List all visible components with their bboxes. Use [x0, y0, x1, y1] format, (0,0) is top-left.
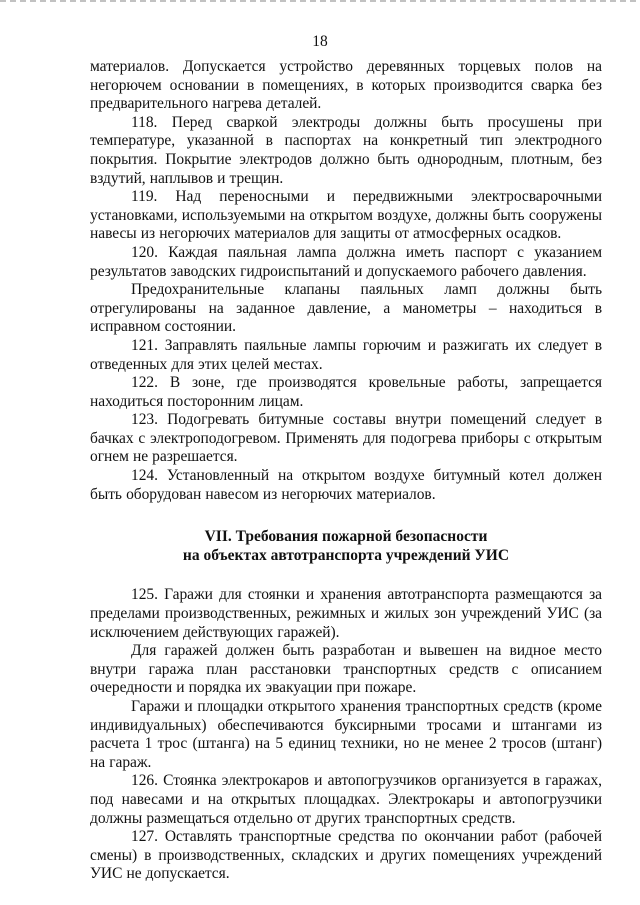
- paragraph-121: 121. Заправлять паяльные лампы горючим и разжигать их следует в отведенных для этих целей местах.: [90, 336, 602, 373]
- paragraph-127: 127. Оставлять транспортные средства по окончании работ (рабочей смены) в производственных, складских и других помещениях учреждений УИС не допускается.: [90, 828, 602, 883]
- section-heading-line-1: VII. Требования пожарной безопасности: [204, 528, 488, 546]
- section-gap: [90, 565, 602, 586]
- paragraph-123: 123. Подогревать битумные составы внутри помещений следует в бачках с электроподогревом. Применять для подогрева приборы с открытым огнем не разрешается.: [90, 411, 602, 466]
- section-heading-line-2: на объектах автотранспорта учреждений УИС: [182, 546, 510, 564]
- paragraph-124: 124. Установленный на открытом воздухе битумный котел должен быть оборудован навесом из негорючих материалов.: [90, 467, 602, 503]
- paragraph-122: 122. В зоне, где производятся кровельные работы, запрещается находиться посторонним лицам.: [90, 374, 602, 410]
- page-content: [90, 58, 602, 884]
- section-heading: [90, 528, 602, 565]
- paragraph-125: 125. Гаражи для стоянки и хранения автотранспорта размещаются за пределами производственных, режимных и жилых зон учреждений УИС (за исключением действующих гаражей).: [90, 586, 602, 641]
- paragraph-126: 126. Стоянка электрокаров и автопогрузчиков организуется в гаражах, под навесами и на открытых площадках. Электрокары и автопогрузчики должны размещаться отдельно от других транспортных средств.: [90, 772, 602, 827]
- paragraph-125-plan: Для гаражей должен быть разработан и вывешен на видное место внутри гаража план расстановки транспортных средств с описанием очередности и порядка их эвакуации при пожаре.: [90, 642, 602, 697]
- paragraph-117-continuation: материалов. Допускается устройство деревянных торцевых полов на негорючем основании в помещениях, в которых производится сварка без предварительного нагрева деталей.: [90, 58, 602, 113]
- paragraph-125-towing: Гаражи и площадки открытого хранения транспортных средств (кроме индивидуальных) обеспечиваются буксирными тросами и штангами из расчета 1 трос (штанга) на 5 единиц техники, но не менее 2 тросов (штанг) на гараж.: [90, 698, 602, 771]
- page-number: 18: [312, 33, 328, 50]
- scan-edge-rule: [0, 0, 640, 2]
- paragraph-120: 120. Каждая паяльная лампа должна иметь паспорт с указанием результатов заводских гидроиспытаний и допускаемого рабочего давления.: [90, 243, 602, 280]
- paragraph-119: 119. Над переносными и передвижными электросварочными установками, используемыми на открытом воздухе, должны быть сооружены навесы из негорючих материалов для защиты от атмосферных осадков.: [90, 188, 602, 243]
- paragraph-118: 118. Перед сваркой электроды должны быть просушены при температуре, указанной в паспортах на конкретный тип электродного покрытия. Покрытие электродов должно быть однородным, плотным, без вздутий, наплывов и трещин.: [90, 113, 602, 187]
- paragraph-120-valves: Предохранительные клапаны паяльных ламп должны быть отрегулированы на заданное давление, а манометры – находиться в исправном состоянии.: [90, 281, 602, 336]
